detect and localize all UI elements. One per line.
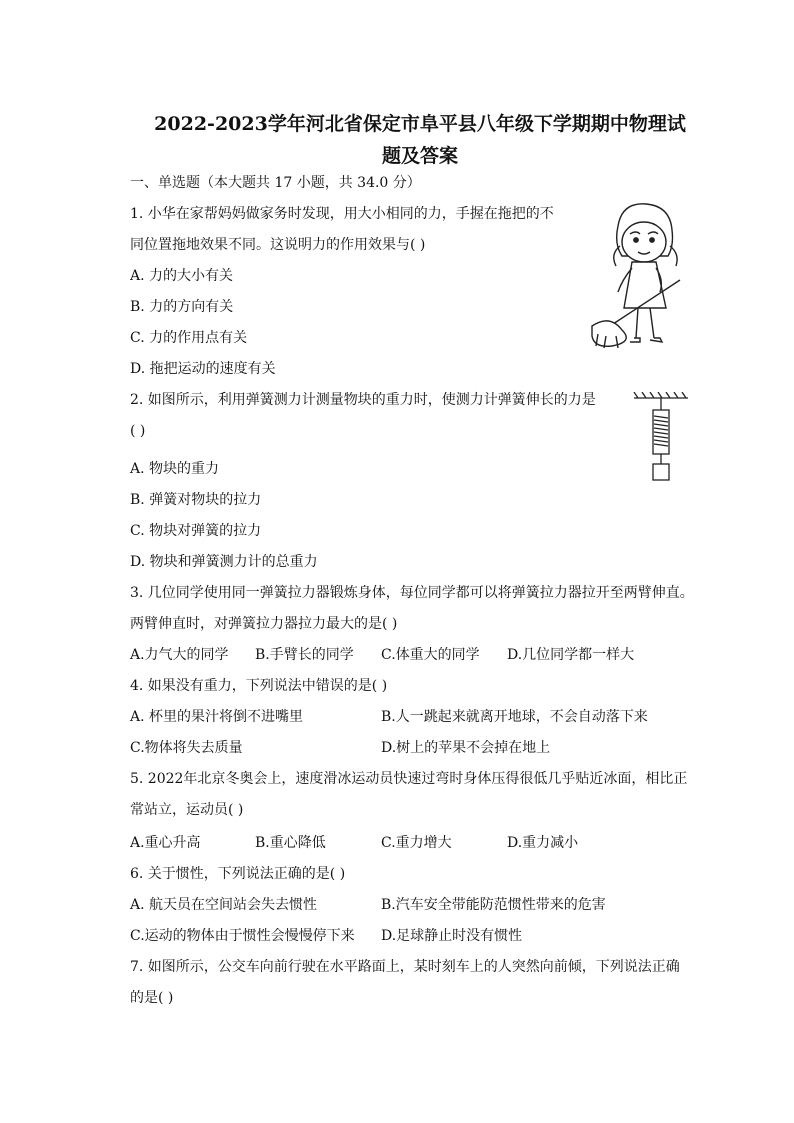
document-title-line-1: 2022-2023学年河北省保定市阜平县八年级下学期期中物理试 bbox=[154, 113, 686, 135]
question-7-line-1: 7. 如图所示，公交车向前行驶在水平路面上，某时刻车上的人突然向前倾，下列说法正确 bbox=[130, 959, 680, 975]
question-2-line-2: ( ) bbox=[130, 423, 146, 439]
question-4-option-b: B.人一跳起来就离开地球，不会自动落下来 bbox=[381, 709, 648, 725]
question-6-option-d: D.足球静止时没有惯性 bbox=[381, 928, 523, 944]
question-2-option-c: C. 物块对弹簧的拉力 bbox=[130, 523, 262, 539]
section-heading: 一、单选题（本大题共 17 小题，共 34.0 分） bbox=[130, 175, 421, 191]
question-3-option-d: D.几位同学都一样大 bbox=[507, 647, 635, 663]
question-5-option-c: C.重力增大 bbox=[381, 835, 452, 851]
question-4-option-c: C.物体将失去质量 bbox=[130, 740, 243, 756]
question-6-option-c: C.运动的物体由于惯性会慢慢停下来 bbox=[130, 928, 355, 944]
question-4-option-d: D.树上的苹果不会掉在地上 bbox=[381, 740, 551, 756]
question-1-line-1: 1. 小华在家帮妈妈做家务时发现，用大小相同的力，手握在拖把的不 bbox=[130, 206, 554, 222]
question-4-line-1: 4. 如果没有重力，下列说法中错误的是( ) bbox=[130, 678, 388, 694]
question-3-option-a: A.力气大的同学 bbox=[130, 647, 229, 663]
question-6-option-a: A. 航天员在空间站会失去惯性 bbox=[130, 897, 318, 913]
question-5-option-b: B.重心降低 bbox=[255, 835, 326, 851]
question-1-option-a: A. 力的大小有关 bbox=[130, 268, 234, 284]
spring-scale-figure bbox=[630, 392, 692, 484]
question-5-option-a: A.重心升高 bbox=[130, 835, 201, 851]
question-3-option-b: B.手臂长的同学 bbox=[255, 647, 354, 663]
question-5-option-d: D.重力减小 bbox=[507, 835, 579, 851]
question-4-option-a: A. 杯里的果汁将倒不进嘴里 bbox=[130, 709, 304, 725]
question-6-option-b: B.汽车安全带能防范惯性带来的危害 bbox=[381, 897, 606, 913]
question-3-option-c: C.体重大的同学 bbox=[381, 647, 480, 663]
document-title-line-2: 题及答案 bbox=[381, 145, 458, 167]
question-2-line-1: 2. 如图所示，利用弹簧测力计测量物块的重力时，使测力计弹簧伸长的力是 bbox=[130, 392, 596, 408]
question-6-line-1: 6. 关于惯性，下列说法正确的是( ) bbox=[130, 866, 346, 882]
question-2-option-a: A. 物块的重力 bbox=[130, 461, 220, 477]
question-3-line-1: 3. 几位同学使用同一弹簧拉力器锻炼身体，每位同学都可以将弹簧拉力器拉开至两臂伸直。 bbox=[130, 585, 694, 601]
question-7-line-2: 的是( ) bbox=[130, 990, 174, 1006]
question-1-option-d: D. 拖把运动的速度有关 bbox=[130, 361, 276, 377]
question-2-option-b: B. 弹簧对物块的拉力 bbox=[130, 492, 262, 508]
question-2-option-d: D. 物块和弹簧测力计的总重力 bbox=[130, 554, 318, 570]
question-1-option-b: B. 力的方向有关 bbox=[130, 299, 234, 315]
question-5-line-1: 5. 2022年北京冬奥会上，速度滑冰运动员快速过弯时身体压得很低几乎贴近冰面，相比正 bbox=[130, 771, 688, 787]
question-3-line-2: 两臂伸直时，对弹簧拉力器拉力最大的是( ) bbox=[130, 616, 398, 632]
girl-mopping-figure bbox=[582, 196, 694, 356]
question-1-option-c: C. 力的作用点有关 bbox=[130, 330, 248, 346]
question-5-line-2: 常站立，运动员( ) bbox=[130, 802, 244, 818]
question-1-line-2: 同位置拖地效果不同。这说明力的作用效果与( ) bbox=[130, 237, 426, 253]
